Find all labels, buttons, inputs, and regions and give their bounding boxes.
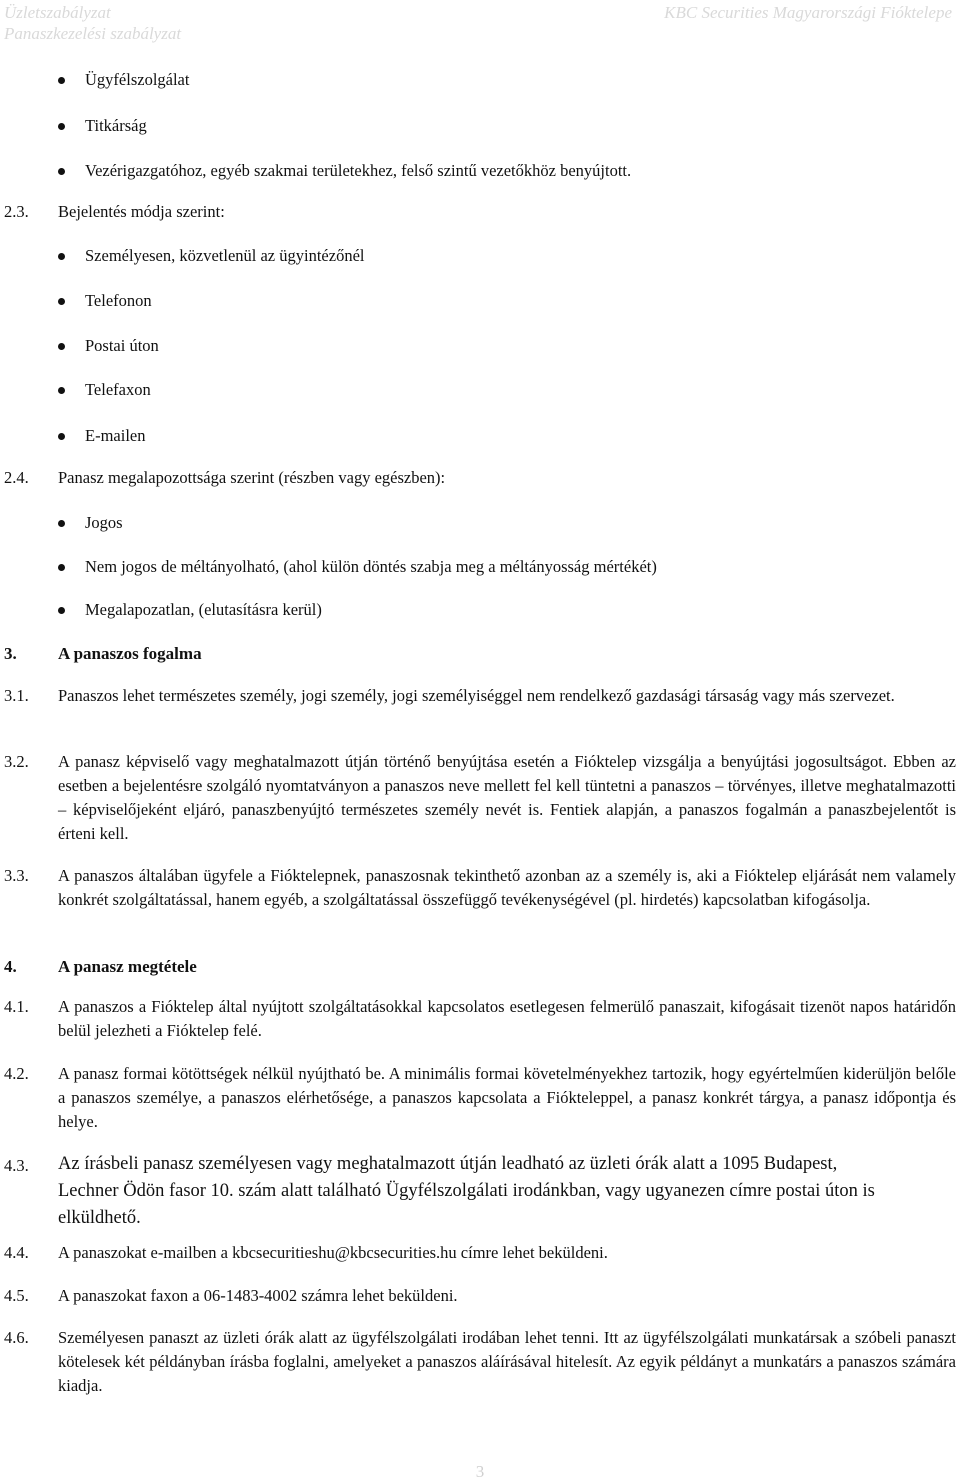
paragraph-number: 4.6.	[4, 1328, 29, 1347]
header-doc-title: Üzletszabályzat	[4, 3, 111, 22]
page-number: 3	[475, 1462, 485, 1481]
paragraph-number: 4.2.	[4, 1064, 29, 1083]
bullet-icon	[58, 77, 65, 84]
paragraph-text: A panaszokat e-mailben a kbcsecuritieshu@kbcsecurities.hu címre lehet beküldeni.	[58, 1243, 608, 1262]
paragraph-text: A panaszos általában ügyfele a Fióktelepnek, panaszosnak tekinthető azonban az a személy is, aki a Fióktelep eljárását nem valamely konkrét szolgáltatással, hanem egyéb, a szolgáltatással összefüggő tevékenységével (pl. hirdetés) kapcsolatban kifogásolja.	[58, 866, 956, 909]
heading-number: 4.	[4, 957, 17, 976]
heading-number: 3.	[4, 644, 17, 663]
section-number: 2.4.	[4, 468, 29, 487]
paragraph-number: 4.5.	[4, 1286, 29, 1305]
paragraph-text: A panaszokat faxon a 06-1483-4002 számra lehet beküldeni.	[58, 1286, 458, 1305]
bullet-icon	[58, 520, 65, 527]
header-company: KBC Securities Magyarországi Fióktelepe	[664, 3, 952, 22]
paragraph-text: Személyesen panaszt az üzleti órák alatt az ügyfélszolgálati irodában lehet tenni. Itt az ügyfélszolgálati munkatársak a szóbeli panaszt kötelesek két példányban írásba foglalni, amelyeket a panaszos aláírásával hitelesít. Az egyik példányt a munkatárs a panaszos számára kiadja.	[58, 1328, 956, 1395]
heading-title: A panaszos fogalma	[58, 644, 202, 663]
page-header-right	[664, 2, 952, 23]
bullet-icon	[58, 343, 65, 350]
bullet-icon	[58, 607, 65, 614]
paragraph-text: Az írásbeli panasz személyesen vagy meghatalmazott útján leadható az üzleti órák alatt a 1095 Budapest, Lechner Ödön fasor 10. szám alatt található Ügyfélszolgálati irodánkban, vagy ugyanezen címre postai úton is elküldhető.	[58, 1154, 875, 1228]
paragraph-text: A panasz képviselő vagy meghatalmazott útján történő benyújtása esetén a Fióktelep vizsgálja a benyújtási jogosultságot. Ebben az esetben a bejelentésre szolgáló nyomtatványon a panaszos neve mellett fel kell tüntetni a panaszos – törvényes, illetve meghatalmazotti – képviselőjeként eljáró, panaszbenyújtó természetes személy nevét is. Fentiek alapján, a panaszos fogalmán a panaszbejelentőt is érteni kell.	[58, 752, 956, 843]
section-intro: Bejelentés módja szerint:	[58, 202, 225, 221]
bullet-icon	[58, 253, 65, 260]
header-doc-subtitle: Panaszkezelési szabályzat	[4, 24, 182, 43]
heading-title: A panasz megtétele	[58, 957, 197, 976]
paragraph-number: 3.1.	[4, 686, 29, 705]
paragraph-text: Panaszos lehet természetes személy, jogi személy, jogi személyiséggel nem rendelkező gazdasági társaság vagy más szervezet.	[58, 686, 895, 705]
page-header-left	[4, 2, 181, 44]
section-intro: Panasz megalapozottsága szerint (részben vagy egészben):	[58, 468, 446, 487]
bullet-icon	[58, 123, 65, 130]
bullet-icon	[58, 564, 65, 571]
paragraph-number: 4.1.	[4, 997, 29, 1016]
paragraph-number: 4.4.	[4, 1243, 29, 1262]
bullet-icon	[58, 433, 65, 440]
paragraph-text: A panaszos a Fióktelep által nyújtott szolgáltatásokkal kapcsolatos esetlegesen felmerülő panaszait, kifogásait tizenöt napos határidőn belül jelezheti a Fióktelep felé.	[58, 997, 956, 1040]
paragraph-number: 3.2.	[4, 752, 29, 771]
paragraph-number: 3.3.	[4, 866, 29, 885]
paragraph-text: A panasz formai kötöttségek nélkül nyújtható be. A minimális formai követelményekhez tartozik, hogy egyértelműen kiderüljön belőle a panaszos személye, a panaszos elérhetősége, a panaszos kapcsolata a Fiókteleppel, a panasz konkrét tárgya, a panasz időpontja és helye.	[58, 1064, 956, 1131]
paragraph-number: 4.3.	[4, 1156, 29, 1175]
bullet-icon	[58, 168, 65, 175]
bullet-icon	[58, 387, 65, 394]
bullet-icon	[58, 298, 65, 305]
section-number: 2.3.	[4, 202, 29, 221]
